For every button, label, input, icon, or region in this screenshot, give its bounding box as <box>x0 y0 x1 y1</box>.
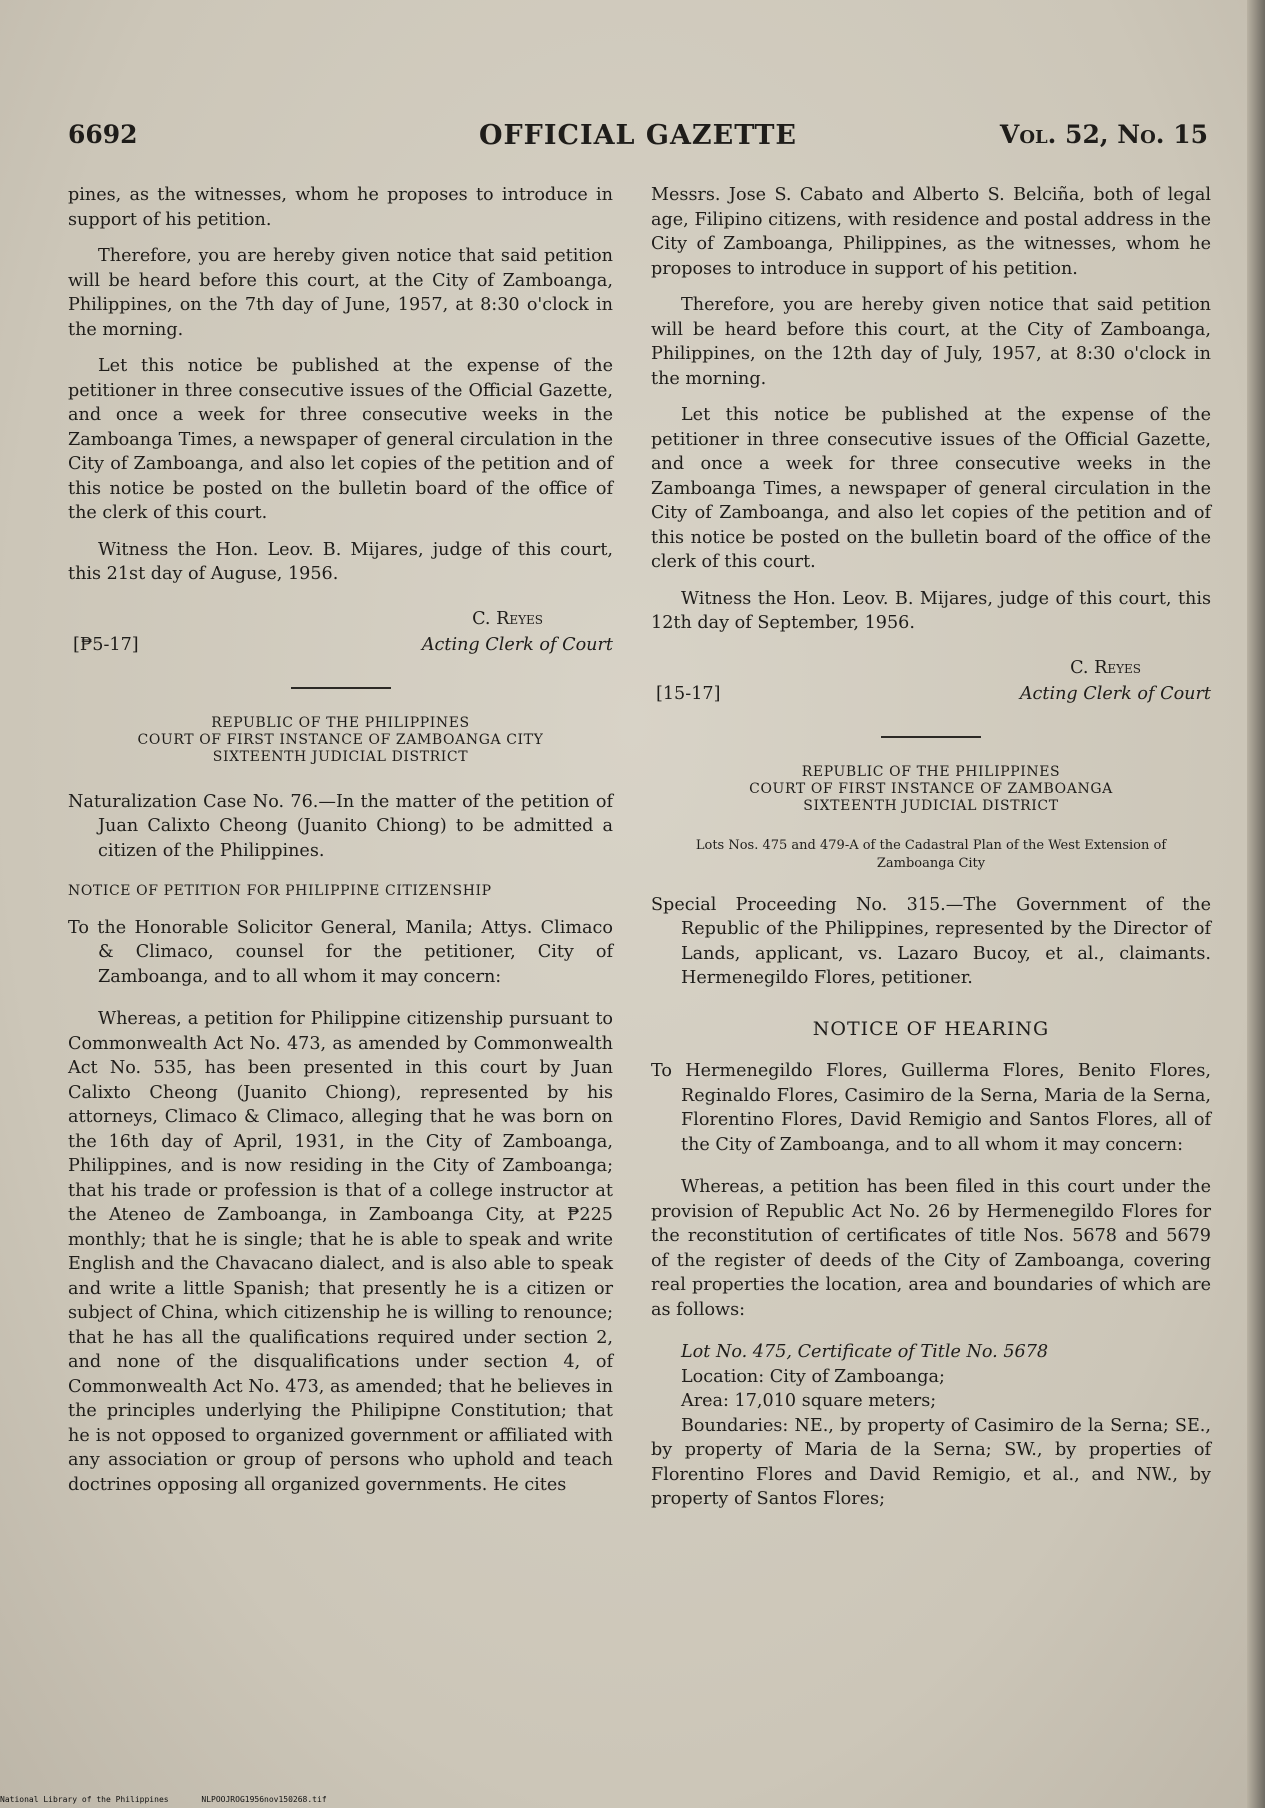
scan-footer <box>0 1795 355 1804</box>
paragraph: Witness the Hon. Leov. B. Mijares, judge of this court, this 12th day of September, 1956. <box>651 588 1211 633</box>
paragraph: Whereas, a petition for Philippine citizenship pursuant to Commonwealth Act No. 473, as amended by Commonwealth Act No. 535, has been presented in this court by Juan Calixto Cheong (Juanito Chiong), represented by his attorneys, Climaco & Climaco, alleging that he was born on the 16th day of April, 1931, in the City of Zamboanga, Philippines, and is now residing in the City of Zamboanga; that his trade or profession is that of a college instructor at the Ateneo de Zamboanga, in Zamboanga City, at ₱225 monthly; that he is single; that he is able to speak and write English and the Chavacano dialect, and is also able to speak and write a little Spanish; that presently he is a citizen or subject of China, which citizenship he is willing to renounce; that he has all the qualifications required under section 2, and none of the disqualifications under section 4, of Commonwealth Act No. 473, as amended; that he believes in the principles underlying the Philipipne Constitution; that he is not opposed to organized government or affiliated with any association or group of persons who uphold and teach doctrines opposing all organized governments. He cites <box>68 1009 613 1495</box>
paragraph: Therefore, you are hereby given notice that said petition will be heard before this court, at the City of Zamboanga, Philippines, on the 7th day of June, 1957, at 8:30 o'clock in the morning. <box>68 246 613 340</box>
paragraph: Witness the Hon. Leov. B. Mijares, judge of this court, this 21st day of Auguse, 1956. <box>68 539 613 584</box>
lots-caption: Lots Nos. 475 and 479-A of the Cadastral Plan of the West Extension of Zamboanga City <box>695 837 1167 871</box>
section-divider <box>291 687 391 689</box>
court-line: COURT OF FIRST INSTANCE OF ZAMBOANGA <box>749 780 1113 797</box>
lot-area: Area: 17,010 square meters; <box>681 1391 937 1411</box>
right-column <box>651 183 1211 1512</box>
library-credit: National Library of the Philippines <box>0 1795 169 1804</box>
lot-boundaries: Boundaries: NE., by property of Casimiro de la Serna; SE., by property of Maria de la Serna; SW., by properties of Florentino Flores and David Remigio, et al., and NW., by property of Santos Flores; <box>651 1415 1211 1509</box>
paragraph: Whereas, a petition has been filed in this court under the provision of Republic Act No. 26 by Hermenegildo Flores for the reconstitution of certificates of title Nos. 5678 and 5679 of the register of deeds of the City of Zamboanga, covering real properties the location, area and boundaries of which are as follows: <box>651 1177 1211 1320</box>
notice-address: To Hermenegildo Flores, Guillerma Flores, Benito Flores, Reginaldo Flores, Casimiro de la Serna, Maria de la Serna, Florentino Flores, David Remigio and Santos Flores, all of the City of Zamboanga, and to all whom it may concern: <box>651 1061 1211 1155</box>
left-column <box>68 183 613 1497</box>
section-divider <box>881 736 981 738</box>
court-line: REPUBLIC OF THE PHILIPPINES <box>801 763 1061 780</box>
lot-location: Location: City of Zamboanga; <box>681 1366 945 1387</box>
file-name: NLPOOJROG1956nov150268.tif <box>201 1795 327 1804</box>
court-line: REPUBLIC OF THE PHILIPPINES <box>211 714 470 731</box>
paragraph: Let this notice be published at the expense of the petitioner in three consecutive issues of the Official Gazette, and once a week for three consecutive weeks in the Zamboanga Times, a newspaper of general circulation in the City of Zamboanga, and also let copies of the petition and of this notice be posted on the bulletin board of the office of the clerk of this court. <box>68 356 613 523</box>
signatory-title: Acting Clerk of Court <box>1019 683 1211 704</box>
publication-title: OFFICIAL GAZETTE <box>478 120 798 151</box>
page-header <box>68 120 1208 160</box>
case-title: Naturalization Case No. 76.—In the matter of the petition of Juan Calixto Cheong (Juanito Chiong) to be admitted a citizen of the Philippines. <box>68 791 613 861</box>
page-edge-shadow <box>1247 0 1265 1808</box>
volume-number: Vol. 52, No. 15 <box>999 120 1208 149</box>
signatory-name: C. Reyes <box>1070 657 1141 678</box>
page-number: 6692 <box>68 120 138 149</box>
paragraph: pines, as the witnesses, whom he proposes to introduce in support of his petition. <box>68 185 613 230</box>
lot-heading: Lot No. 475, Certificate of Title No. 5678 <box>681 1342 1049 1362</box>
court-heading <box>651 764 1211 815</box>
issue-code: [₱5-17] <box>73 634 139 655</box>
notice-title: NOTICE OF PETITION FOR PHILIPPINE CITIZENSHIP <box>68 883 492 899</box>
issue-code: [15-17] <box>656 683 721 704</box>
case-title: Special Proceeding No. 315.—The Government of the Republic of the Philippines, represented by the Director of Lands, applicant, vs. Lazaro Bucoy, et al., claimants. Hermenegildo Flores, petitioner. <box>651 894 1211 988</box>
notice-address: To the Honorable Solicitor General, Manila; Attys. Climaco & Climaco, counsel for the petitioner, City of Zamboanga, and to all whom it may concern: <box>68 917 613 987</box>
signatory-name: C. Reyes <box>472 608 543 629</box>
court-line: SIXTEENTH JUDICIAL DISTRICT <box>212 748 469 765</box>
paragraph: Therefore, you are hereby given notice that said petition will be heard before this court, at the City of Zamboanga, Philippines, on the 12th day of July, 1957, at 8:30 o'clock in the morning. <box>651 295 1211 389</box>
paragraph: Let this notice be published at the expense of the petitioner in three consecutive issues of the Official Gazette, and once a week for three consecutive weeks in the Zamboanga Times, a newspaper of general circulation in the City of Zamboanga, and also let copies of the petition and of this notice be posted on the bulletin board of the office of the clerk of this court. <box>651 405 1211 572</box>
court-heading <box>68 715 613 766</box>
court-line: SIXTEENTH JUDICIAL DISTRICT <box>803 797 1059 814</box>
paragraph: Messrs. Jose S. Cabato and Alberto S. Belciña, both of legal age, Filipino citizens, with residence and postal address in the City of Zamboanga, Philippines, as the witnesses, whom he proposes to introduce in support of his petition. <box>651 185 1211 279</box>
signature-block <box>68 607 613 659</box>
signatory-title: Acting Clerk of Court <box>421 634 613 655</box>
signature-block <box>651 656 1211 708</box>
court-line: COURT OF FIRST INSTANCE OF ZAMBOANGA CITY <box>137 731 544 748</box>
notice-title: NOTICE OF HEARING <box>812 1017 1050 1040</box>
